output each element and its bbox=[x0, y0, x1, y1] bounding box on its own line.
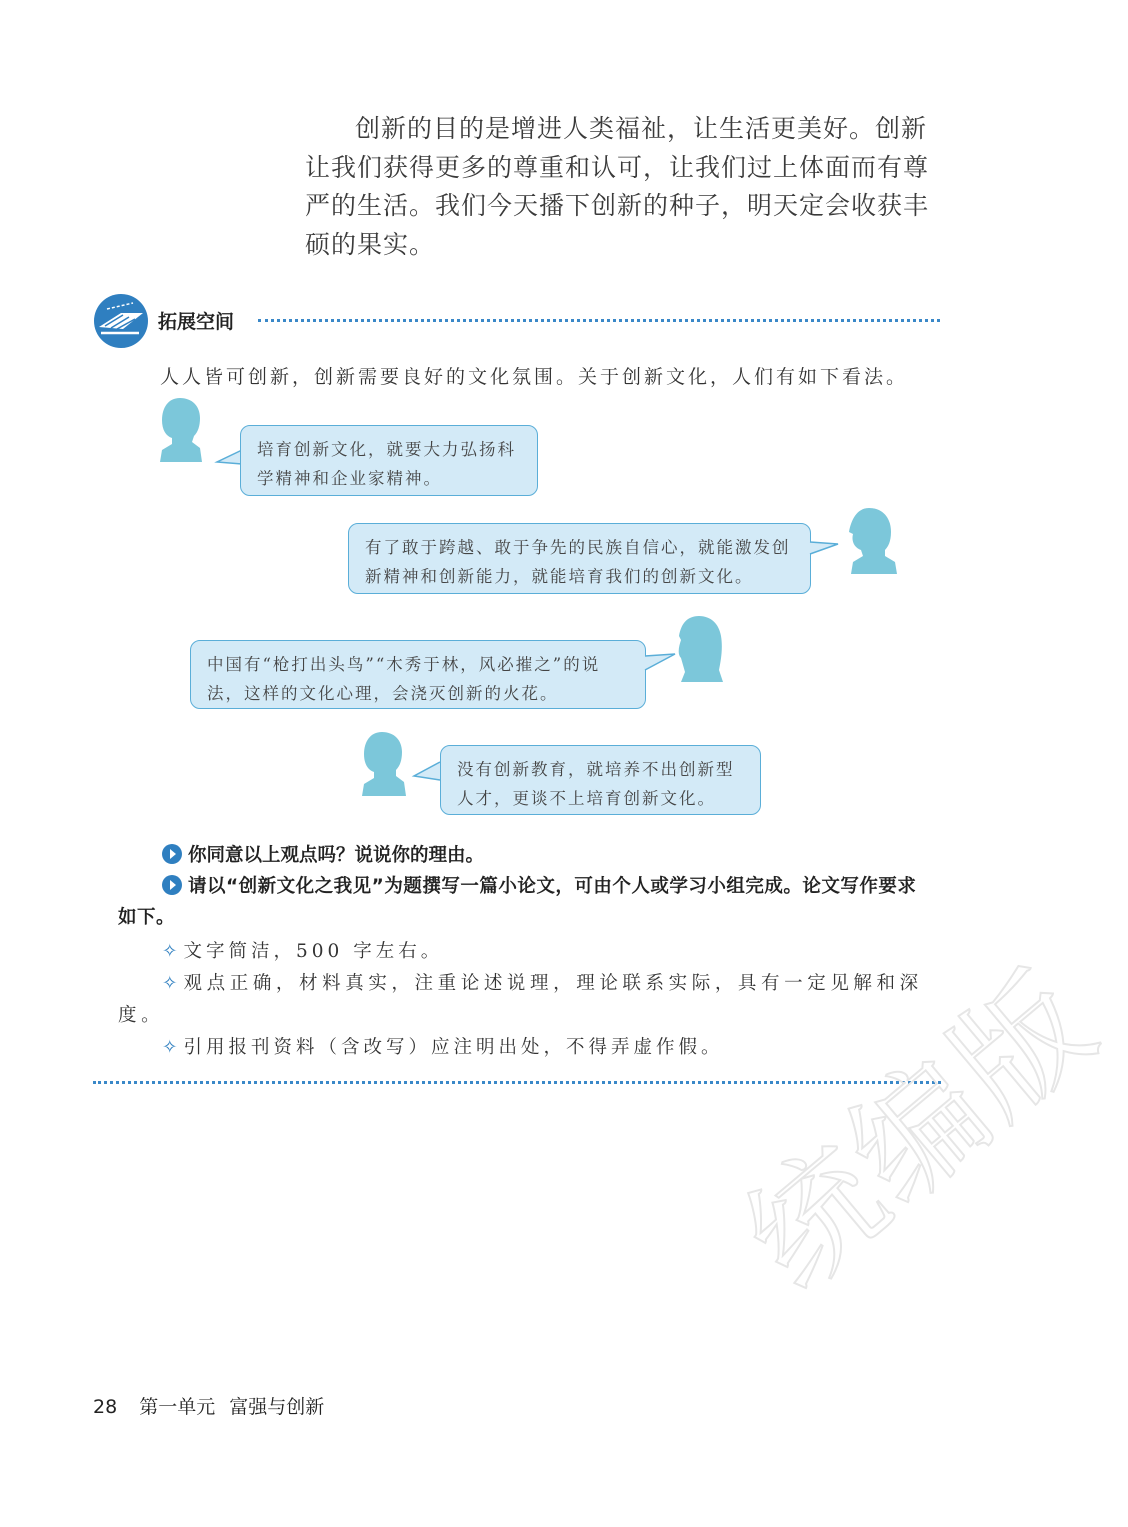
arrow-bullet-icon bbox=[162, 844, 182, 864]
page-footer bbox=[93, 1392, 324, 1419]
requirement-item bbox=[118, 936, 923, 968]
diamond-bullet-icon: ✧ bbox=[162, 973, 178, 994]
opinion-bubble: 没有创新教育，就培养不出创新型人才，更谈不上培育创新文化。 bbox=[440, 745, 761, 815]
section-divider-top bbox=[258, 319, 940, 322]
requirement-item bbox=[118, 1032, 923, 1064]
question-item bbox=[118, 840, 923, 871]
diamond-bullet-icon: ✧ bbox=[162, 1037, 178, 1058]
question-item bbox=[118, 871, 923, 933]
requirement-text: 文字简洁，500 字左右。 bbox=[183, 941, 444, 962]
bubble-tail bbox=[808, 540, 840, 560]
person-silhouette-icon bbox=[675, 614, 725, 684]
question-list bbox=[118, 840, 923, 933]
unit-label: 第一单元 bbox=[139, 1396, 216, 1418]
bubble-tail bbox=[643, 652, 677, 674]
opinion-bubble: 有了敢于跨越、敢于争先的民族自信心，就能激发创新精神和创新能力，就能培育我们的创新文化。 bbox=[348, 523, 811, 594]
intro-paragraph: 创新的目的是增进人类福祉，让生活更美好。创新让我们获得更多的尊重和认可，让我们过上体面而有尊严的生活。我们今天播下创新的种子，明天定会收获丰硕的果实。 bbox=[305, 114, 930, 259]
question-text: 请以“创新文化之我见”为题撰写一篇小论文，可由个人或学习小组完成。论文写作要求如下。 bbox=[118, 876, 917, 928]
watermark: 统编版 bbox=[717, 943, 1124, 1318]
opinion-bubble: 培育创新文化，就要大力弘扬科学精神和企业家精神。 bbox=[240, 425, 538, 496]
person-silhouette-icon bbox=[845, 506, 899, 576]
person-silhouette-icon bbox=[158, 396, 204, 464]
requirement-text: 引用报刊资料（含改写）应注明出处，不得弄虚作假。 bbox=[183, 1037, 724, 1058]
requirement-item bbox=[118, 968, 923, 1032]
section-lead: 人人皆可创新，创新需要良好的文化氛围。关于创新文化，人们有如下看法。 bbox=[160, 366, 909, 388]
question-text: 你同意以上观点吗？说说你的理由。 bbox=[188, 845, 485, 866]
section-title: 拓展空间 bbox=[158, 311, 235, 333]
arrow-bullet-icon bbox=[162, 875, 182, 895]
extension-space-icon bbox=[93, 293, 149, 349]
opinion-bubble: 中国有“枪打出头鸟”“木秀于林，风必摧之”的说法，这样的文化心理，会浇灭创新的火花。 bbox=[190, 640, 646, 709]
requirement-text: 观点正确，材料真实，注重论述说理，理论联系实际，具有一定见解和深度。 bbox=[118, 973, 923, 1026]
page-number: 28 bbox=[93, 1396, 118, 1418]
person-silhouette-icon bbox=[360, 730, 408, 798]
requirement-list bbox=[118, 936, 923, 1064]
bubble-tail bbox=[412, 760, 442, 784]
diamond-bullet-icon: ✧ bbox=[162, 941, 178, 962]
unit-title: 富强与创新 bbox=[229, 1396, 325, 1418]
